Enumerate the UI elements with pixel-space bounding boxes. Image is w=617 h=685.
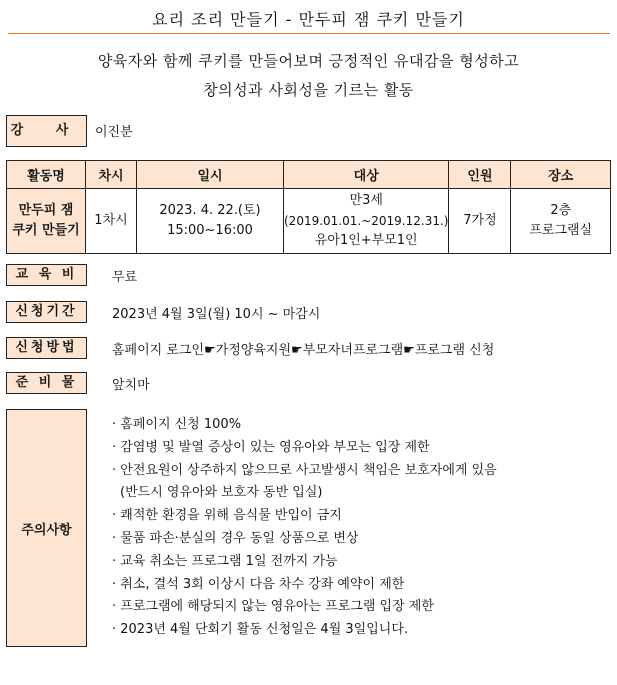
- header-place: 장소: [511, 161, 611, 189]
- header-session: 차시: [86, 161, 137, 189]
- cell-datetime: [137, 189, 284, 254]
- period-value: 2023년 4월 3일(월) 10시 ~ 마감시: [112, 307, 321, 322]
- intro-line-2: 창의성과 사회성을 기르는 활동: [203, 81, 414, 99]
- list-item: (반드시 영유아와 보호자 동반 입실): [120, 485, 323, 501]
- target-birth-range: (2019.01.01.~2019.12.31.): [284, 214, 449, 228]
- table-row: [7, 189, 611, 254]
- target-age: 만3세: [349, 193, 383, 208]
- method-value: 홈페이지 로그인☛가정양육지원☛부모자녀프로그램☛프로그램 신청: [112, 343, 495, 358]
- header-count: 인원: [449, 161, 511, 189]
- notes-label: 주의사항: [6, 409, 87, 647]
- cell-target: [284, 189, 449, 254]
- target-people: 유아1인+부모1인: [314, 233, 418, 248]
- cell-place: [511, 189, 611, 254]
- fee-label: 교 육 비: [6, 264, 87, 286]
- activity-line-1: 만두피 잼: [18, 203, 74, 218]
- cell-session: 1차시: [86, 189, 137, 254]
- place-floor: 2층: [550, 203, 572, 218]
- prep-value: 앞치마: [112, 378, 150, 393]
- intro-line-1: 양육자와 함께 쿠키를 만들어보며 긍정적인 유대감을 형성하고: [97, 52, 520, 70]
- list-item: · 홈페이지 신청 100%: [112, 417, 242, 432]
- datetime-time: 15:00~16:00: [167, 223, 253, 238]
- header-target: 대상: [284, 161, 449, 189]
- page-title: 요리 조리 만들기 - 만두피 잼 쿠키 만들기: [152, 10, 465, 29]
- list-item: · 물품 파손·분실의 경우 동일 상품으로 변상: [112, 530, 359, 546]
- list-item: · 프로그램에 해당되지 않는 영유아는 프로그램 입장 제한: [112, 599, 434, 615]
- list-item: · 교육 취소는 프로그램 1일 전까지 가능: [112, 553, 338, 569]
- cell-count: 7가정: [449, 189, 511, 254]
- list-item: · 안전요원이 상주하지 않으므로 사고발생시 책임은 보호자에게 있음: [112, 462, 497, 478]
- period-label: 신청기간: [6, 301, 87, 323]
- cell-activity: [7, 189, 86, 254]
- list-item: · 취소, 결석 3회 이상시 다음 차수 강좌 예약이 제한: [112, 576, 405, 592]
- title-divider: [8, 33, 610, 34]
- schedule-table: [6, 160, 611, 254]
- header-datetime: 일시: [137, 161, 284, 189]
- notes-list: [112, 414, 497, 642]
- fee-value: 무료: [112, 270, 138, 285]
- datetime-date: 2023. 4. 22.(토): [159, 203, 261, 218]
- list-item: · 쾌적한 환경을 위해 음식물 반입이 금지: [112, 508, 342, 524]
- table-header-row: [7, 161, 611, 189]
- instructor-name: 이진분: [95, 125, 133, 140]
- instructor-label: 강 사: [6, 115, 87, 147]
- activity-line-2: 쿠키 만들기: [12, 223, 80, 238]
- method-label: 신청방법: [6, 337, 87, 359]
- list-item: · 감염병 및 발열 증상이 있는 영유아와 부모는 입장 제한: [112, 439, 430, 455]
- prep-label: 준 비 물: [6, 372, 87, 394]
- header-activity: 활동명: [7, 161, 86, 189]
- place-room: 프로그램실: [529, 223, 593, 238]
- list-item: · 2023년 4월 단회기 활동 신청일은 4월 3일입니다.: [112, 622, 409, 638]
